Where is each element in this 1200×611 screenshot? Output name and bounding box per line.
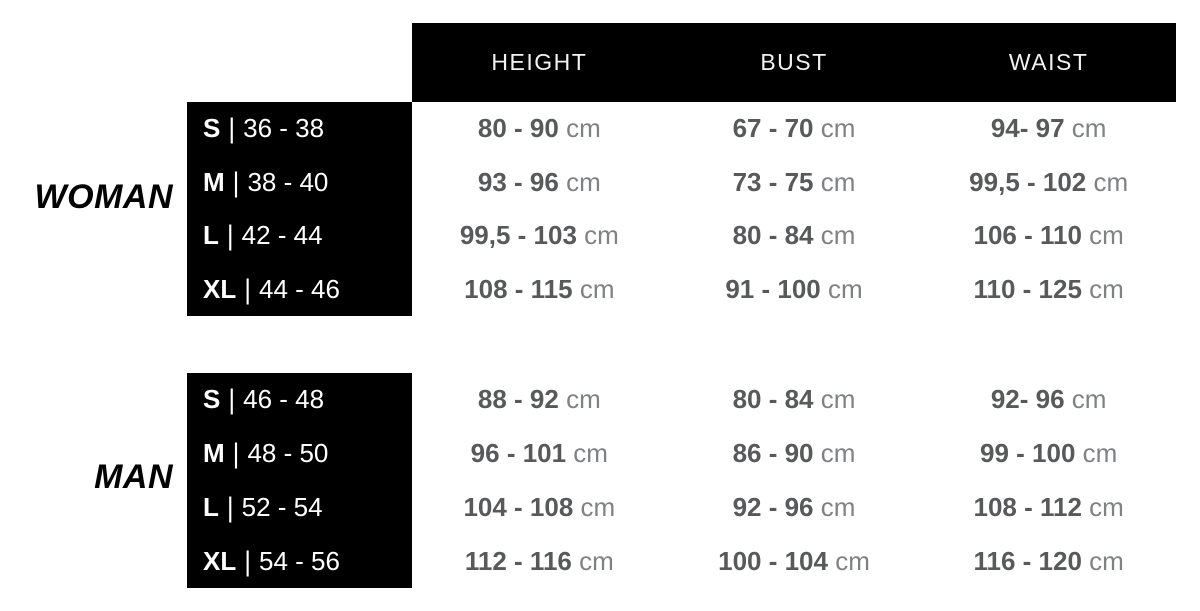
measurement-bust-cell xyxy=(667,427,922,481)
measurement-unit: cm xyxy=(813,166,856,197)
size-letter: XL xyxy=(203,545,237,576)
measurement-unit: cm xyxy=(1086,166,1129,197)
measurement-bust-cell xyxy=(667,373,922,427)
measurement-unit: cm xyxy=(813,438,856,469)
measurement-value: 116 - 120 xyxy=(973,545,1082,576)
measurement-height-cell xyxy=(412,263,667,317)
size-box-man xyxy=(187,373,412,588)
measurement-bust-cell xyxy=(667,209,922,263)
size-separator: | xyxy=(228,383,236,416)
measurement-value: 99 - 100 xyxy=(980,438,1076,469)
size-row xyxy=(187,263,412,317)
measurement-unit: cm xyxy=(813,384,856,415)
size-row xyxy=(187,481,412,535)
measurement-value: 92- 96 xyxy=(990,384,1065,415)
size-range: 54 - 56 xyxy=(259,545,340,576)
size-row xyxy=(187,427,412,481)
measurement-value: 110 - 125 xyxy=(973,273,1082,304)
measurement-value: 112 - 116 xyxy=(464,545,572,576)
measurement-value: 104 - 108 xyxy=(463,491,574,522)
measurement-height-cell xyxy=(412,481,667,535)
size-separator: | xyxy=(228,112,236,144)
measurement-waist-cell xyxy=(921,373,1176,427)
measurement-unit: cm xyxy=(558,384,601,415)
measurement-waist-cell xyxy=(921,481,1176,535)
measurement-unit: cm xyxy=(1075,438,1118,469)
measurement-height-cell xyxy=(412,102,667,156)
measurement-unit: cm xyxy=(813,220,856,251)
measurement-unit: cm xyxy=(558,166,601,197)
measurement-unit: cm xyxy=(576,220,619,251)
measurement-unit: cm xyxy=(1081,273,1124,304)
measurement-height-cell xyxy=(412,156,667,210)
measurement-value: 88 - 92 xyxy=(477,384,559,415)
size-row xyxy=(187,209,412,263)
size-row xyxy=(187,156,412,210)
measurement-unit: cm xyxy=(813,113,856,144)
measurement-unit: cm xyxy=(566,438,608,469)
measurement-waist-cell xyxy=(921,156,1176,210)
measurement-value: 92 - 96 xyxy=(732,491,814,522)
measurement-value: 80 - 84 xyxy=(732,384,814,415)
measurement-bust-cell xyxy=(667,156,922,210)
measurement-bust-cell xyxy=(667,263,922,317)
measurement-value: 99,5 - 103 xyxy=(459,220,577,251)
measurement-value: 94- 97 xyxy=(990,113,1065,144)
measurement-header-bar xyxy=(412,23,1176,102)
column-header-height: HEIGHT xyxy=(491,49,588,75)
size-row xyxy=(187,534,412,588)
size-range: 42 - 44 xyxy=(241,220,323,251)
measurement-unit: cm xyxy=(813,491,856,522)
value-grid-man xyxy=(412,373,1176,588)
measurement-unit: cm xyxy=(1081,491,1124,522)
measurement-height-cell xyxy=(412,427,667,481)
measurement-unit: cm xyxy=(572,273,615,304)
size-letter: S xyxy=(203,113,221,144)
measurement-height-cell xyxy=(412,534,667,588)
measurement-value: 86 - 90 xyxy=(732,438,814,469)
measurement-value: 73 - 75 xyxy=(732,166,814,197)
size-letter: L xyxy=(203,220,219,251)
measurement-value: 96 - 101 xyxy=(470,438,567,469)
measurement-value: 67 - 70 xyxy=(732,113,814,144)
size-separator: | xyxy=(244,544,251,577)
measurement-bust-cell xyxy=(667,534,922,588)
measurement-unit: cm xyxy=(571,545,614,576)
measurement-waist-cell xyxy=(921,209,1176,263)
measurement-bust-cell xyxy=(667,102,922,156)
size-row xyxy=(187,102,412,156)
measurement-waist-cell xyxy=(921,102,1176,156)
measurement-value: 93 - 96 xyxy=(477,166,559,197)
column-header-waist: WAIST xyxy=(1008,49,1089,75)
measurement-waist-cell xyxy=(921,427,1176,481)
size-separator: | xyxy=(232,165,240,198)
size-letter: XL xyxy=(203,273,237,304)
measurement-value: 91 - 100 xyxy=(725,273,821,304)
measurement-value: 108 - 112 xyxy=(973,491,1082,522)
size-range: 38 - 40 xyxy=(247,166,329,197)
size-letter: S xyxy=(203,384,221,415)
size-separator: | xyxy=(232,437,240,469)
size-separator: | xyxy=(244,272,251,305)
measurement-unit: cm xyxy=(1064,113,1107,144)
measurement-value: 108 - 115 xyxy=(464,273,573,304)
measurement-unit: cm xyxy=(573,491,616,522)
measurement-unit: cm xyxy=(558,113,601,144)
measurement-value: 80 - 90 xyxy=(477,113,559,144)
size-separator: | xyxy=(226,491,234,523)
value-grid-woman xyxy=(412,102,1176,316)
measurement-value: 99,5 - 102 xyxy=(969,166,1087,197)
measurement-unit: cm xyxy=(1081,545,1124,576)
measurement-waist-cell xyxy=(921,534,1176,588)
measurement-unit: cm xyxy=(1064,384,1107,415)
measurement-value: 80 - 84 xyxy=(732,220,814,251)
size-letter: M xyxy=(203,166,225,197)
size-box-woman xyxy=(187,102,412,316)
measurement-waist-cell xyxy=(921,263,1176,317)
group-label-woman: WOMAN xyxy=(34,178,173,216)
measurement-height-cell xyxy=(412,373,667,427)
size-range: 52 - 54 xyxy=(241,491,323,522)
measurement-unit: cm xyxy=(820,273,863,304)
size-range: 44 - 46 xyxy=(259,273,340,304)
measurement-value: 100 - 104 xyxy=(718,545,828,576)
column-header-bust: BUST xyxy=(760,49,828,75)
group-label-man: MAN xyxy=(94,458,173,496)
measurement-unit: cm xyxy=(1081,220,1124,251)
size-range: 46 - 48 xyxy=(243,384,325,415)
size-letter: L xyxy=(203,491,219,522)
size-separator: | xyxy=(226,219,234,251)
measurement-unit: cm xyxy=(827,545,870,576)
measurement-value: 106 - 110 xyxy=(973,220,1082,251)
size-letter: M xyxy=(203,438,225,469)
measurement-height-cell xyxy=(412,209,667,263)
measurement-bust-cell xyxy=(667,481,922,535)
size-range: 36 - 38 xyxy=(243,113,325,144)
size-range: 48 - 50 xyxy=(247,438,329,469)
size-row xyxy=(187,373,412,427)
